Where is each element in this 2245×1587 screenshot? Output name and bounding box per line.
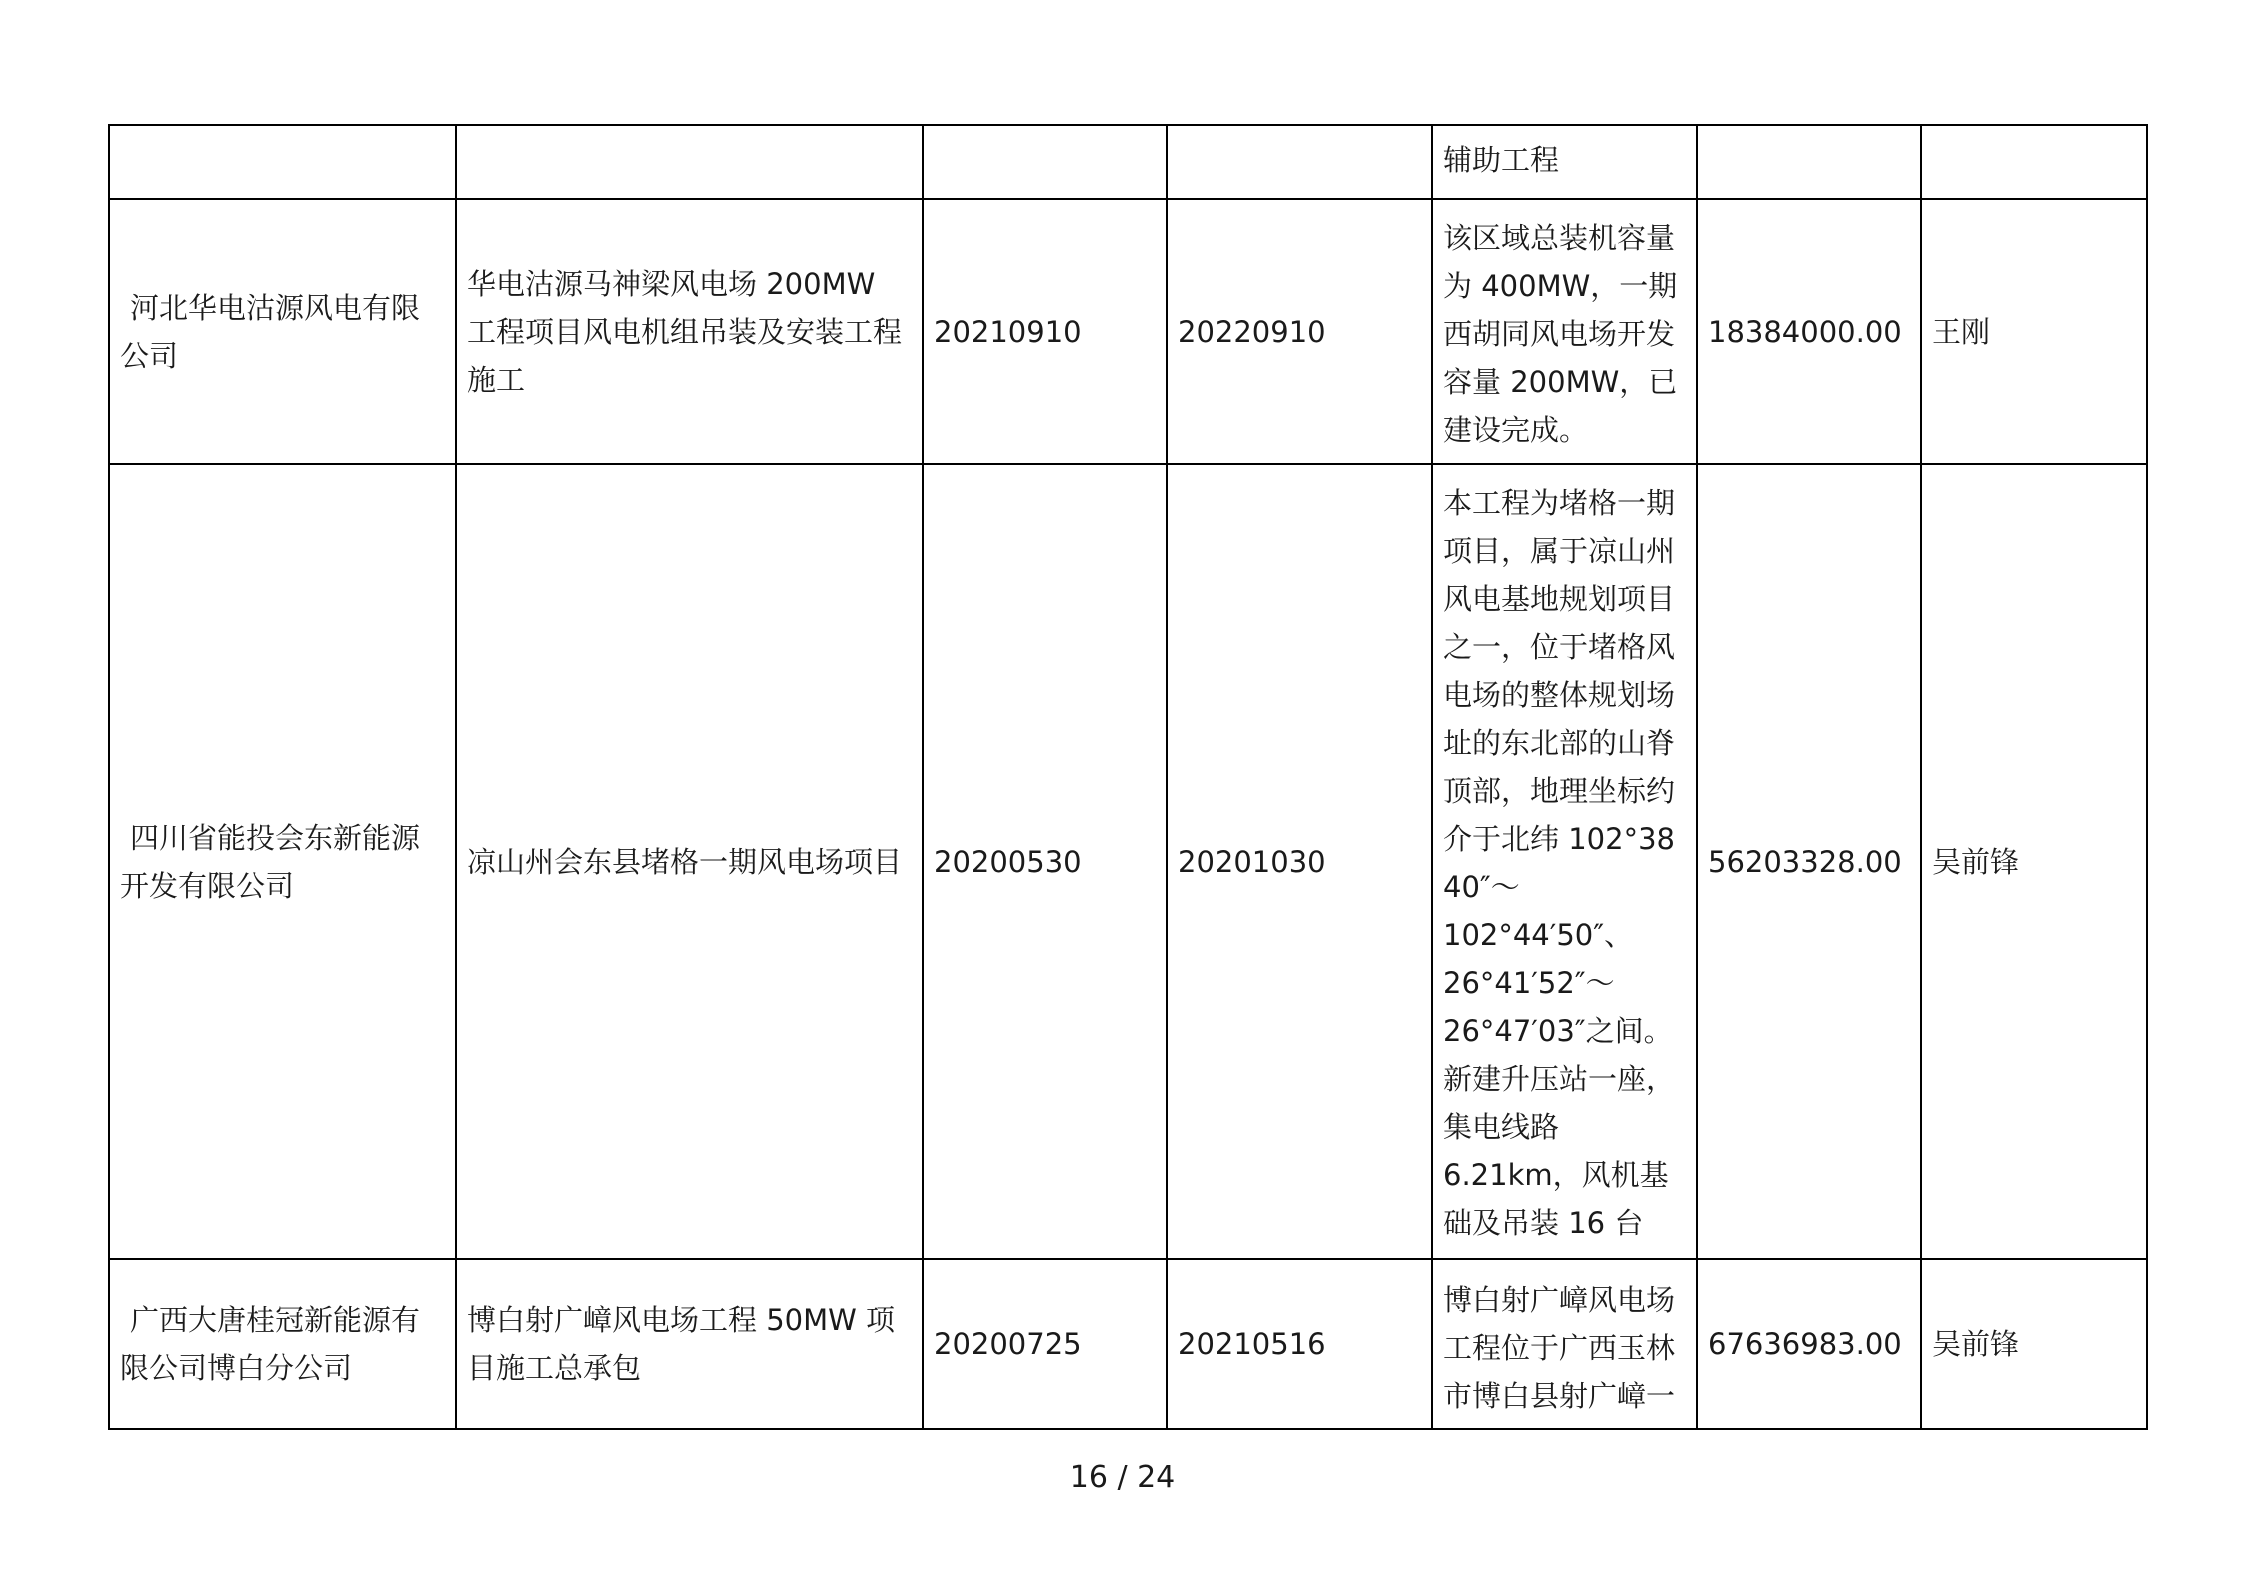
project-name-cell: 博白射广嶂风电场工程 50MW 项目施工总承包 xyxy=(456,1259,923,1429)
table-row xyxy=(109,464,2147,1259)
project-name-cell: 华电沽源马神梁风电场 200MW 工程项目风电机组吊装及安装工程施工 xyxy=(456,199,923,464)
start-date-cell: 20210910 xyxy=(923,199,1167,464)
project-name-cell: 凉山州会东县堵格一期风电场项目 xyxy=(456,464,923,1259)
description-cell: 辅助工程 xyxy=(1432,125,1697,199)
project-records-table xyxy=(108,124,2148,1430)
table-row xyxy=(109,1259,2147,1429)
amount-cell: 18384000.00 xyxy=(1697,199,1921,464)
company-cell: 四川省能投会东新能源开发有限公司 xyxy=(109,464,456,1259)
manager-cell: 吴前锋 xyxy=(1921,1259,2147,1429)
amount-cell: 56203328.00 xyxy=(1697,464,1921,1259)
manager-cell: 王刚 xyxy=(1921,199,2147,464)
description-cell: 该区域总装机容量为 400MW，一期西胡同风电场开发容量 200MW，已建设完成。 xyxy=(1432,199,1697,464)
manager-cell: 吴前锋 xyxy=(1921,464,2147,1259)
amount-cell xyxy=(1697,125,1921,199)
end-date-cell: 20220910 xyxy=(1167,199,1432,464)
description-cell: 本工程为堵格一期项目，属于凉山州风电基地规划项目之一，位于堵格风电场的整体规划场址的东北部的山脊顶部，地理坐标约介于北纬 102°38 40″～ 102°44′50″、 26°41′52″～ 26°47′03″之间。新建升压站一座，集电线路 6.21km，风机基础及吊装 16 台 xyxy=(1432,464,1697,1259)
company-cell xyxy=(109,125,456,199)
project-name-cell xyxy=(456,125,923,199)
start-date-cell: 20200725 xyxy=(923,1259,1167,1429)
start-date-cell xyxy=(923,125,1167,199)
manager-cell xyxy=(1921,125,2147,199)
table-row xyxy=(109,199,2147,464)
page-number: 16 / 24 xyxy=(1069,1460,1176,1495)
table-row xyxy=(109,125,2147,199)
description-cell: 博白射广嶂风电场工程位于广西玉林市博白县射广嶂一 xyxy=(1432,1259,1697,1429)
end-date-cell: 20201030 xyxy=(1167,464,1432,1259)
company-cell: 广西大唐桂冠新能源有限公司博白分公司 xyxy=(109,1259,456,1429)
company-cell: 河北华电沽源风电有限公司 xyxy=(109,199,456,464)
start-date-cell: 20200530 xyxy=(923,464,1167,1259)
end-date-cell: 20210516 xyxy=(1167,1259,1432,1429)
end-date-cell xyxy=(1167,125,1432,199)
amount-cell: 67636983.00 xyxy=(1697,1259,1921,1429)
